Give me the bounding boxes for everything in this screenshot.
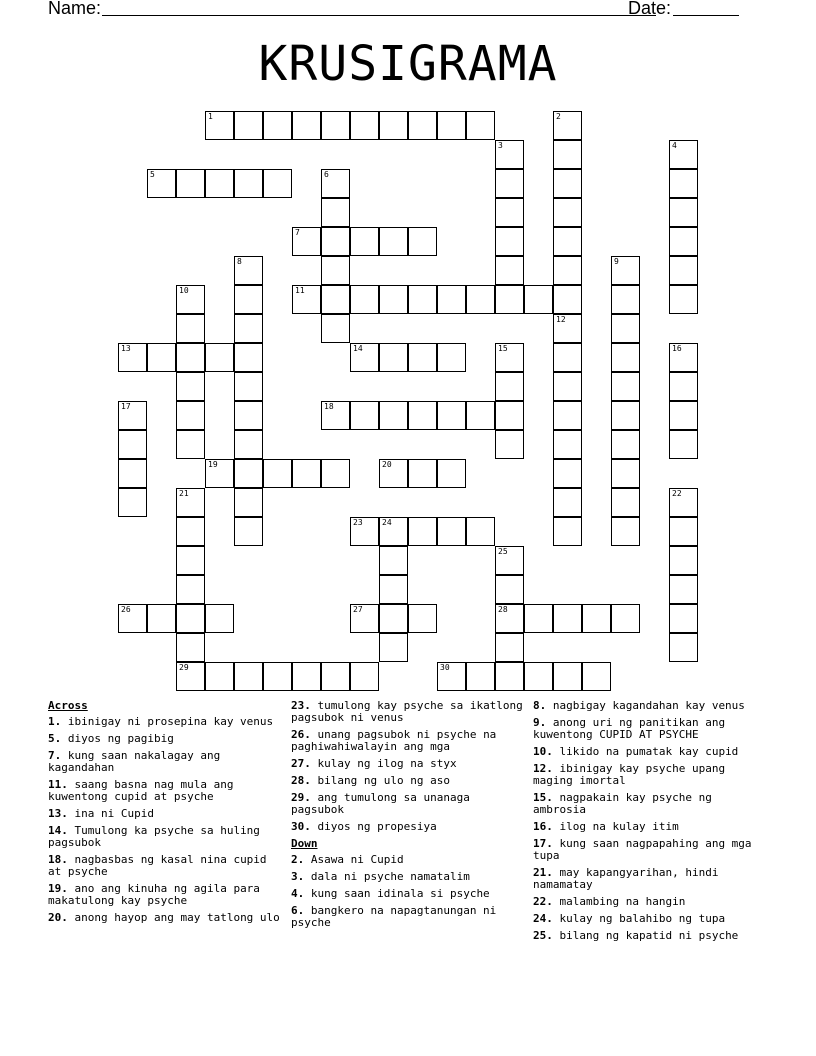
down-heading: Down [291,837,318,850]
crossword-cell[interactable] [321,227,350,256]
crossword-cell[interactable] [495,546,524,575]
crossword-cell[interactable] [234,517,263,546]
crossword-cell[interactable] [466,111,495,140]
crossword-cell[interactable] [495,285,524,314]
clue-number: 21. [533,866,553,879]
crossword-cell[interactable] [176,575,205,604]
crossword-cell[interactable] [379,546,408,575]
clue-text: kulay ng ilog na styx [317,757,457,770]
crossword-cell[interactable] [379,633,408,662]
crossword-cell[interactable] [350,517,379,546]
crossword-cell[interactable] [118,401,147,430]
crossword-cell[interactable] [321,459,350,488]
crossword-cell[interactable] [495,575,524,604]
clue-text: may kapangyarihan, hindi namamatay [533,866,719,891]
cell-number: 23 [353,518,363,527]
cell-number: 19 [208,460,218,469]
crossword-cell[interactable] [350,662,379,691]
crossword-cell[interactable] [495,430,524,459]
crossword-cell[interactable] [379,401,408,430]
crossword-cell[interactable] [147,343,176,372]
clue-number: 5. [48,732,62,745]
crossword-cell[interactable] [379,575,408,604]
clue-text: nagbigay kagandahan kay venus [552,699,745,712]
crossword-cell[interactable] [437,343,466,372]
clue-number: 17. [533,837,553,850]
cell-number: 28 [498,605,508,614]
clue-number: 24. [533,912,553,925]
clue-text: bangkero na napagtanungan ni psyche [291,904,497,929]
crossword-cell[interactable] [466,517,495,546]
cell-number: 8 [237,257,242,266]
clue-item [533,746,769,758]
clue-item [48,779,284,803]
crossword-cell[interactable] [176,546,205,575]
crossword-cell[interactable] [669,256,698,285]
crossword-cell[interactable] [553,111,582,140]
crossword-cell[interactable] [611,372,640,401]
clue-number: 6. [291,904,305,917]
clue-text: Tumulong ka psyche sa huling pagsubok [48,824,260,849]
clue-text: ibinigay kay psyche upang maging imortal [533,762,726,787]
crossword-cell[interactable] [466,662,495,691]
crossword-cell[interactable] [234,430,263,459]
crossword-cell[interactable] [350,401,379,430]
clue-number: 3. [291,870,305,883]
clue-item [533,792,769,816]
crossword-cell[interactable] [495,169,524,198]
crossword-cell[interactable] [611,430,640,459]
clue-text: bilang ng kapatid ni psyche [559,929,739,942]
clue-number: 26. [291,728,311,741]
crossword-cell[interactable] [350,285,379,314]
crossword-cell[interactable] [437,517,466,546]
clue-item [48,912,284,924]
clues-column-3 [533,700,769,947]
crossword-cell[interactable] [408,343,437,372]
clue-item [48,808,284,820]
crossword-cell[interactable] [176,285,205,314]
crossword-cell[interactable] [669,633,698,662]
crossword-cell[interactable] [669,343,698,372]
clue-item [48,716,284,728]
crossword-cell[interactable] [118,459,147,488]
clues-column-2 [291,700,527,934]
crossword-cell[interactable] [379,227,408,256]
clues-column-1 [48,700,284,929]
crossword-cell[interactable] [669,140,698,169]
crossword-cell[interactable] [379,604,408,633]
crossword-cell[interactable] [147,169,176,198]
clue-text: nagbasbas ng kasal nina cupid at psyche [48,853,267,878]
crossword-cell[interactable] [205,662,234,691]
crossword-cell[interactable] [176,604,205,633]
clue-text: saang basna nag mula ang kuwentong cupid at psyche [48,778,234,803]
clue-item [291,871,527,883]
crossword-cell[interactable] [292,227,321,256]
cell-number: 20 [382,460,392,469]
cell-number: 9 [614,257,619,266]
clue-text: diyos ng pagibig [67,732,174,745]
crossword-cell[interactable] [292,285,321,314]
clue-item [291,821,527,833]
crossword-cell[interactable] [176,372,205,401]
cell-number: 10 [179,286,189,295]
clue-number: 13. [48,807,68,820]
crossword-cell[interactable] [611,517,640,546]
crossword-cell[interactable] [553,488,582,517]
crossword-cell[interactable] [176,488,205,517]
clue-text: kung saan idinala si psyche [310,887,490,900]
crossword-cell[interactable] [669,169,698,198]
crossword-cell[interactable] [205,343,234,372]
clue-item [533,896,769,908]
crossword-cell[interactable] [176,314,205,343]
crossword-cell[interactable] [205,604,234,633]
crossword-cell[interactable] [234,401,263,430]
crossword-cell[interactable] [669,227,698,256]
crossword-cell[interactable] [553,314,582,343]
clue-number: 7. [48,749,62,762]
crossword-cell[interactable] [553,169,582,198]
cell-number: 24 [382,518,392,527]
crossword-cell[interactable] [321,314,350,343]
clue-number: 1. [48,715,62,728]
crossword-cell[interactable] [495,256,524,285]
cell-number: 17 [121,402,131,411]
cell-number: 27 [353,605,363,614]
crossword-cell[interactable] [321,285,350,314]
cell-number: 29 [179,663,189,672]
clue-text: likido na pumatak kay cupid [559,745,739,758]
crossword-cell[interactable] [611,604,640,633]
crossword-cell[interactable] [176,401,205,430]
crossword-cell[interactable] [495,604,524,633]
crossword-cell[interactable] [669,546,698,575]
crossword-cell[interactable] [118,488,147,517]
crossword-cell[interactable] [582,662,611,691]
crossword-cell[interactable] [408,604,437,633]
crossword-cell[interactable] [495,401,524,430]
crossword-cell[interactable] [495,198,524,227]
crossword-cell[interactable] [553,227,582,256]
clue-number: 22. [533,895,553,908]
crossword-cell[interactable] [408,285,437,314]
page-title: KRUSIGRAMA [258,36,558,92]
crossword-cell[interactable] [669,198,698,227]
crossword-cell[interactable] [669,604,698,633]
crossword-cell[interactable] [437,111,466,140]
crossword-cell[interactable] [234,111,263,140]
clue-text: kung saan nagpapahing ang mga tupa [533,837,752,862]
clue-item [48,883,284,907]
crossword-cell[interactable] [234,314,263,343]
clue-text: unang pagsubok ni psyche na paghiwahiwalayin ang mga [291,728,497,753]
cell-number: 30 [440,663,450,672]
crossword-cell[interactable] [466,401,495,430]
clue-number: 16. [533,820,553,833]
clue-item [533,821,769,833]
crossword-cell[interactable] [118,343,147,372]
crossword-cell[interactable] [466,285,495,314]
crossword-cell[interactable] [234,343,263,372]
cell-number: 21 [179,489,189,498]
clue-number: 20. [48,911,68,924]
clue-item [291,729,527,753]
crossword-cell[interactable] [553,517,582,546]
crossword-cell[interactable] [234,256,263,285]
crossword-cell[interactable] [147,604,176,633]
crossword-cell[interactable] [553,401,582,430]
clue-text: ang tumulong sa unanaga pagsubok [291,791,470,816]
crossword-cell[interactable] [611,401,640,430]
clue-text: dala ni psyche namatalim [310,870,470,883]
crossword-cell[interactable] [553,604,582,633]
clue-item [291,854,527,866]
clue-number: 29. [291,791,311,804]
clue-item [48,733,284,745]
crossword-cell[interactable] [234,169,263,198]
crossword-cell[interactable] [292,459,321,488]
clue-item [533,763,769,787]
crossword-cell[interactable] [234,662,263,691]
crossword-cell[interactable] [292,111,321,140]
clue-item [291,700,527,724]
crossword-cell[interactable] [553,285,582,314]
crossword-cell[interactable] [553,140,582,169]
crossword-cell[interactable] [205,459,234,488]
crossword-cell[interactable] [118,604,147,633]
cell-number: 6 [324,170,329,179]
crossword-cell[interactable] [553,459,582,488]
clue-text: ano ang kinuha ng agila para makatulong kay psyche [48,882,260,907]
clue-number: 23. [291,699,311,712]
crossword-cell[interactable] [292,662,321,691]
crossword-cell[interactable] [553,198,582,227]
across-heading: Across [48,699,88,712]
clue-item [533,913,769,925]
crossword-cell[interactable] [582,604,611,633]
crossword-cell[interactable] [553,343,582,372]
crossword-cell[interactable] [350,343,379,372]
clue-item [291,758,527,770]
crossword-cell[interactable] [350,604,379,633]
cell-number: 13 [121,344,131,353]
clue-number: 19. [48,882,68,895]
clue-item [291,905,527,929]
crossword-cell[interactable] [321,169,350,198]
crossword-cell[interactable] [234,488,263,517]
crossword-cell[interactable] [524,604,553,633]
clue-item [533,838,769,862]
crossword-cell[interactable] [321,256,350,285]
crossword-cell[interactable] [611,459,640,488]
crossword-cell[interactable] [176,517,205,546]
crossword-cell[interactable] [495,372,524,401]
clue-text: kung saan nakalagay ang kagandahan [48,749,221,774]
crossword-cell[interactable] [263,169,292,198]
clue-number: 15. [533,791,553,804]
crossword-cell[interactable] [321,401,350,430]
crossword-cell[interactable] [669,488,698,517]
crossword-cell[interactable] [408,111,437,140]
crossword-cell[interactable] [553,256,582,285]
cell-number: 22 [672,489,682,498]
clue-item [533,930,769,942]
clue-item [533,867,769,891]
crossword-cell[interactable] [379,111,408,140]
clue-item [291,888,527,900]
clue-number: 14. [48,824,68,837]
crossword-cell[interactable] [263,459,292,488]
clue-text: kulay ng balahibo ng tupa [559,912,726,925]
clue-text: ina ni Cupid [74,807,154,820]
clue-item [291,792,527,816]
crossword-cell[interactable] [437,401,466,430]
crossword-cell[interactable] [495,633,524,662]
clue-text: Asawa ni Cupid [310,853,404,866]
crossword-cell[interactable] [611,256,640,285]
name-label: Name: [48,0,102,18]
crossword-cell[interactable] [205,169,234,198]
clue-item [48,825,284,849]
clue-item [48,854,284,878]
clue-number: 9. [533,716,547,729]
crossword-cell[interactable] [669,517,698,546]
crossword-cell[interactable] [611,343,640,372]
clue-text: ibinigay ni prosepina kay venus [67,715,274,728]
crossword-cell[interactable] [437,285,466,314]
crossword-cell[interactable] [553,372,582,401]
crossword-cell[interactable] [495,662,524,691]
clue-number: 10. [533,745,553,758]
clue-number: 18. [48,853,68,866]
clue-text: malambing na hangin [559,895,686,908]
crossword-cell[interactable] [495,343,524,372]
crossword-cell[interactable] [118,430,147,459]
crossword-cell[interactable] [408,227,437,256]
crossword-cell[interactable] [669,372,698,401]
crossword-cell[interactable] [611,488,640,517]
cell-number: 14 [353,344,363,353]
cell-number: 1 [208,112,213,121]
crossword-cell[interactable] [611,314,640,343]
crossword-cell[interactable] [263,662,292,691]
crossword-cell[interactable] [437,459,466,488]
cell-number: 4 [672,141,677,150]
crossword-cell[interactable] [176,169,205,198]
clue-number: 8. [533,699,547,712]
crossword-cell[interactable] [176,633,205,662]
crossword-cell[interactable] [611,285,640,314]
clue-number: 30. [291,820,311,833]
crossword-cell[interactable] [379,459,408,488]
crossword-cell[interactable] [234,372,263,401]
cell-number: 11 [295,286,305,295]
crossword-cell[interactable] [350,111,379,140]
crossword-cell[interactable] [263,111,292,140]
crossword-cell[interactable] [234,459,263,488]
clue-item [533,717,769,741]
clue-text: ilog na kulay itim [559,820,679,833]
crossword-cell[interactable] [524,285,553,314]
crossword-cell[interactable] [495,227,524,256]
clue-number: 27. [291,757,311,770]
cell-number: 7 [295,228,300,237]
crossword-cell[interactable] [408,517,437,546]
clue-number: 11. [48,778,68,791]
crossword-cell[interactable] [495,140,524,169]
crossword-cell[interactable] [553,662,582,691]
cell-number: 3 [498,141,503,150]
cell-number: 2 [556,112,561,121]
crossword-cell[interactable] [176,343,205,372]
cell-number: 12 [556,315,566,324]
crossword-cell[interactable] [321,662,350,691]
crossword-cell[interactable] [176,430,205,459]
clue-number: 28. [291,774,311,787]
clue-item [48,750,284,774]
crossword-cell[interactable] [669,430,698,459]
clue-number: 2. [291,853,305,866]
clue-text: diyos ng propesiya [317,820,437,833]
clue-number: 25. [533,929,553,942]
cell-number: 16 [672,344,682,353]
clue-text: tumulong kay psyche sa ikatlong pagsubok ni venus [291,699,523,724]
clue-item [291,775,527,787]
clue-text: bilang ng ulo ng aso [317,774,450,787]
cell-number: 18 [324,402,334,411]
clue-text: anong hayop ang may tatlong ulo [74,911,280,924]
cell-number: 25 [498,547,508,556]
crossword-cell[interactable] [379,517,408,546]
crossword-cell[interactable] [234,285,263,314]
crossword-cell[interactable] [524,662,553,691]
crossword-cell[interactable] [669,285,698,314]
clue-text: nagpakain kay psyche ng ambrosia [533,791,712,816]
crossword-cell[interactable] [379,343,408,372]
crossword-cell[interactable] [669,575,698,604]
cell-number: 15 [498,344,508,353]
clue-number: 12. [533,762,553,775]
clue-number: 4. [291,887,305,900]
crossword-cell[interactable] [553,430,582,459]
crossword-cell[interactable] [437,662,466,691]
crossword-cell[interactable] [321,198,350,227]
crossword-cell[interactable] [408,401,437,430]
crossword-cell[interactable] [379,285,408,314]
date-label: Date: [628,0,672,18]
crossword-cell[interactable] [321,111,350,140]
cell-number: 26 [121,605,131,614]
crossword-cell[interactable] [350,227,379,256]
crossword-cell[interactable] [669,401,698,430]
cell-number: 5 [150,170,155,179]
crossword-cell[interactable] [176,662,205,691]
crossword-cell[interactable] [205,111,234,140]
crossword-cell[interactable] [408,459,437,488]
clue-item [533,700,769,712]
clue-text: anong uri ng panitikan ang kuwentong CUPID AT PSYCHE [533,716,726,741]
